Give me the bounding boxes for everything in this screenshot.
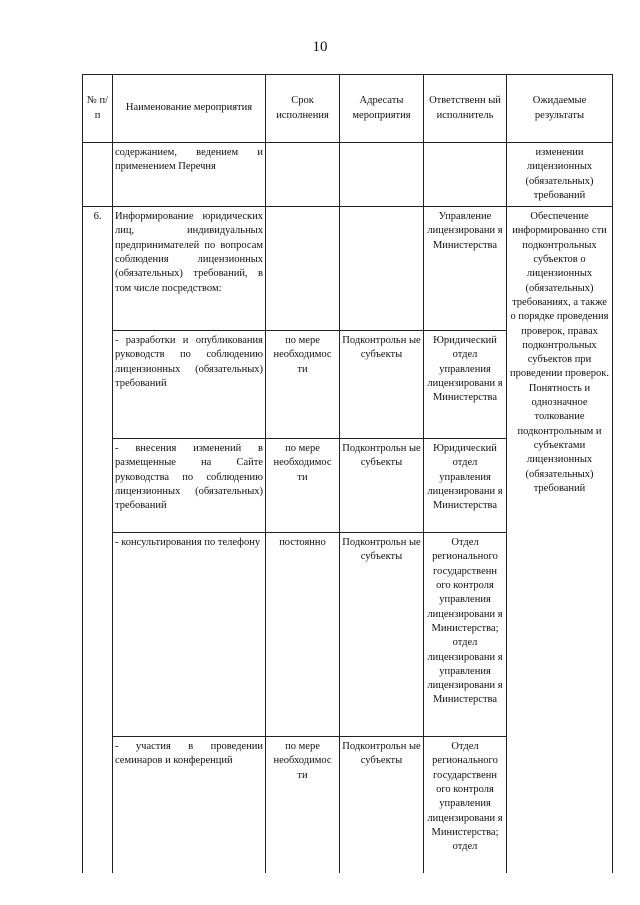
- page-number: 10: [312, 39, 328, 55]
- cell-responsible: Отдел регионального государственн ого контроля управления лицензировани я Министерства; отдел: [424, 737, 507, 873]
- cell-event-name: - разработки и опубликования руководств по соблюдению лицензионных (обязательных) требований: [113, 331, 266, 439]
- cell-responsible: Отдел регионального государственн ого контроля управления лицензировани я Министерства; отдел лицензировани я управления лицензировани я Министерства: [424, 533, 507, 737]
- cell-term: постоянно: [266, 533, 340, 737]
- events-table: [82, 74, 613, 873]
- cell-term: по мере необходимос ти: [266, 439, 340, 533]
- cell-addressees: [340, 143, 424, 207]
- cell-responsible: Юридический отдел управления лицензировани я Министерства: [424, 331, 507, 439]
- cell-event-name: содержанием, ведением и применением Перечня: [113, 143, 266, 207]
- cell-event-name: Информирование юридических лиц, индивидуальных предпринимателей по вопросам соблюдения лицензионных (обязательных) требований, в том числе посредством:: [113, 207, 266, 331]
- table-header-row: [83, 75, 613, 143]
- cell-responsible: [424, 143, 507, 207]
- cell-term: по мере необходимос ти: [266, 737, 340, 873]
- cell-addressees: Подконтрольн ые субъекты: [340, 533, 424, 737]
- table-row: [83, 207, 613, 331]
- cell-number: [83, 143, 113, 207]
- cell-responsible: Управление лицензировани я Министерства: [424, 207, 507, 331]
- header-responsible: Ответственн ый исполнитель: [424, 75, 507, 143]
- header-addressees: Адресаты мероприятия: [340, 75, 424, 143]
- cell-term: [266, 207, 340, 331]
- cell-number: 6.: [83, 207, 113, 873]
- header-event-name: Наименование мероприятия: [113, 75, 266, 143]
- header-number: № п/п: [83, 75, 113, 143]
- table-row: [83, 143, 613, 207]
- cell-results: Обеспечение информированно сти подконтрольных субъектов о лицензионных (обязательных) требованиях, а также о порядке проведения проверок, правах подконтрольных субъектов при проведении проверок. Понятность и однозначное толкование подконтрольным и субъектами лицензионных (обязательных) требований: [507, 207, 613, 873]
- header-term: Срок исполнения: [266, 75, 340, 143]
- cell-term: [266, 143, 340, 207]
- cell-addressees: Подконтрольн ые субъекты: [340, 331, 424, 439]
- header-results: Ожидаемые результаты: [507, 75, 613, 143]
- cell-results: изменении лицензионных (обязательных) требований: [507, 143, 613, 207]
- cell-event-name: - внесения изменений в размещенные на Сайте руководства по соблюдению лицензионных (обязательных) требований: [113, 439, 266, 533]
- cell-event-name: - участия в проведении семинаров и конференций: [113, 737, 266, 873]
- cell-responsible: Юридический отдел управления лицензировани я Министерства: [424, 439, 507, 533]
- cell-addressees: Подконтрольн ые субъекты: [340, 737, 424, 873]
- cell-term: по мере необходимос ти: [266, 331, 340, 439]
- cell-event-name: - консультирования по телефону: [113, 533, 266, 737]
- cell-addressees: [340, 207, 424, 331]
- cell-addressees: Подконтрольн ые субъекты: [340, 439, 424, 533]
